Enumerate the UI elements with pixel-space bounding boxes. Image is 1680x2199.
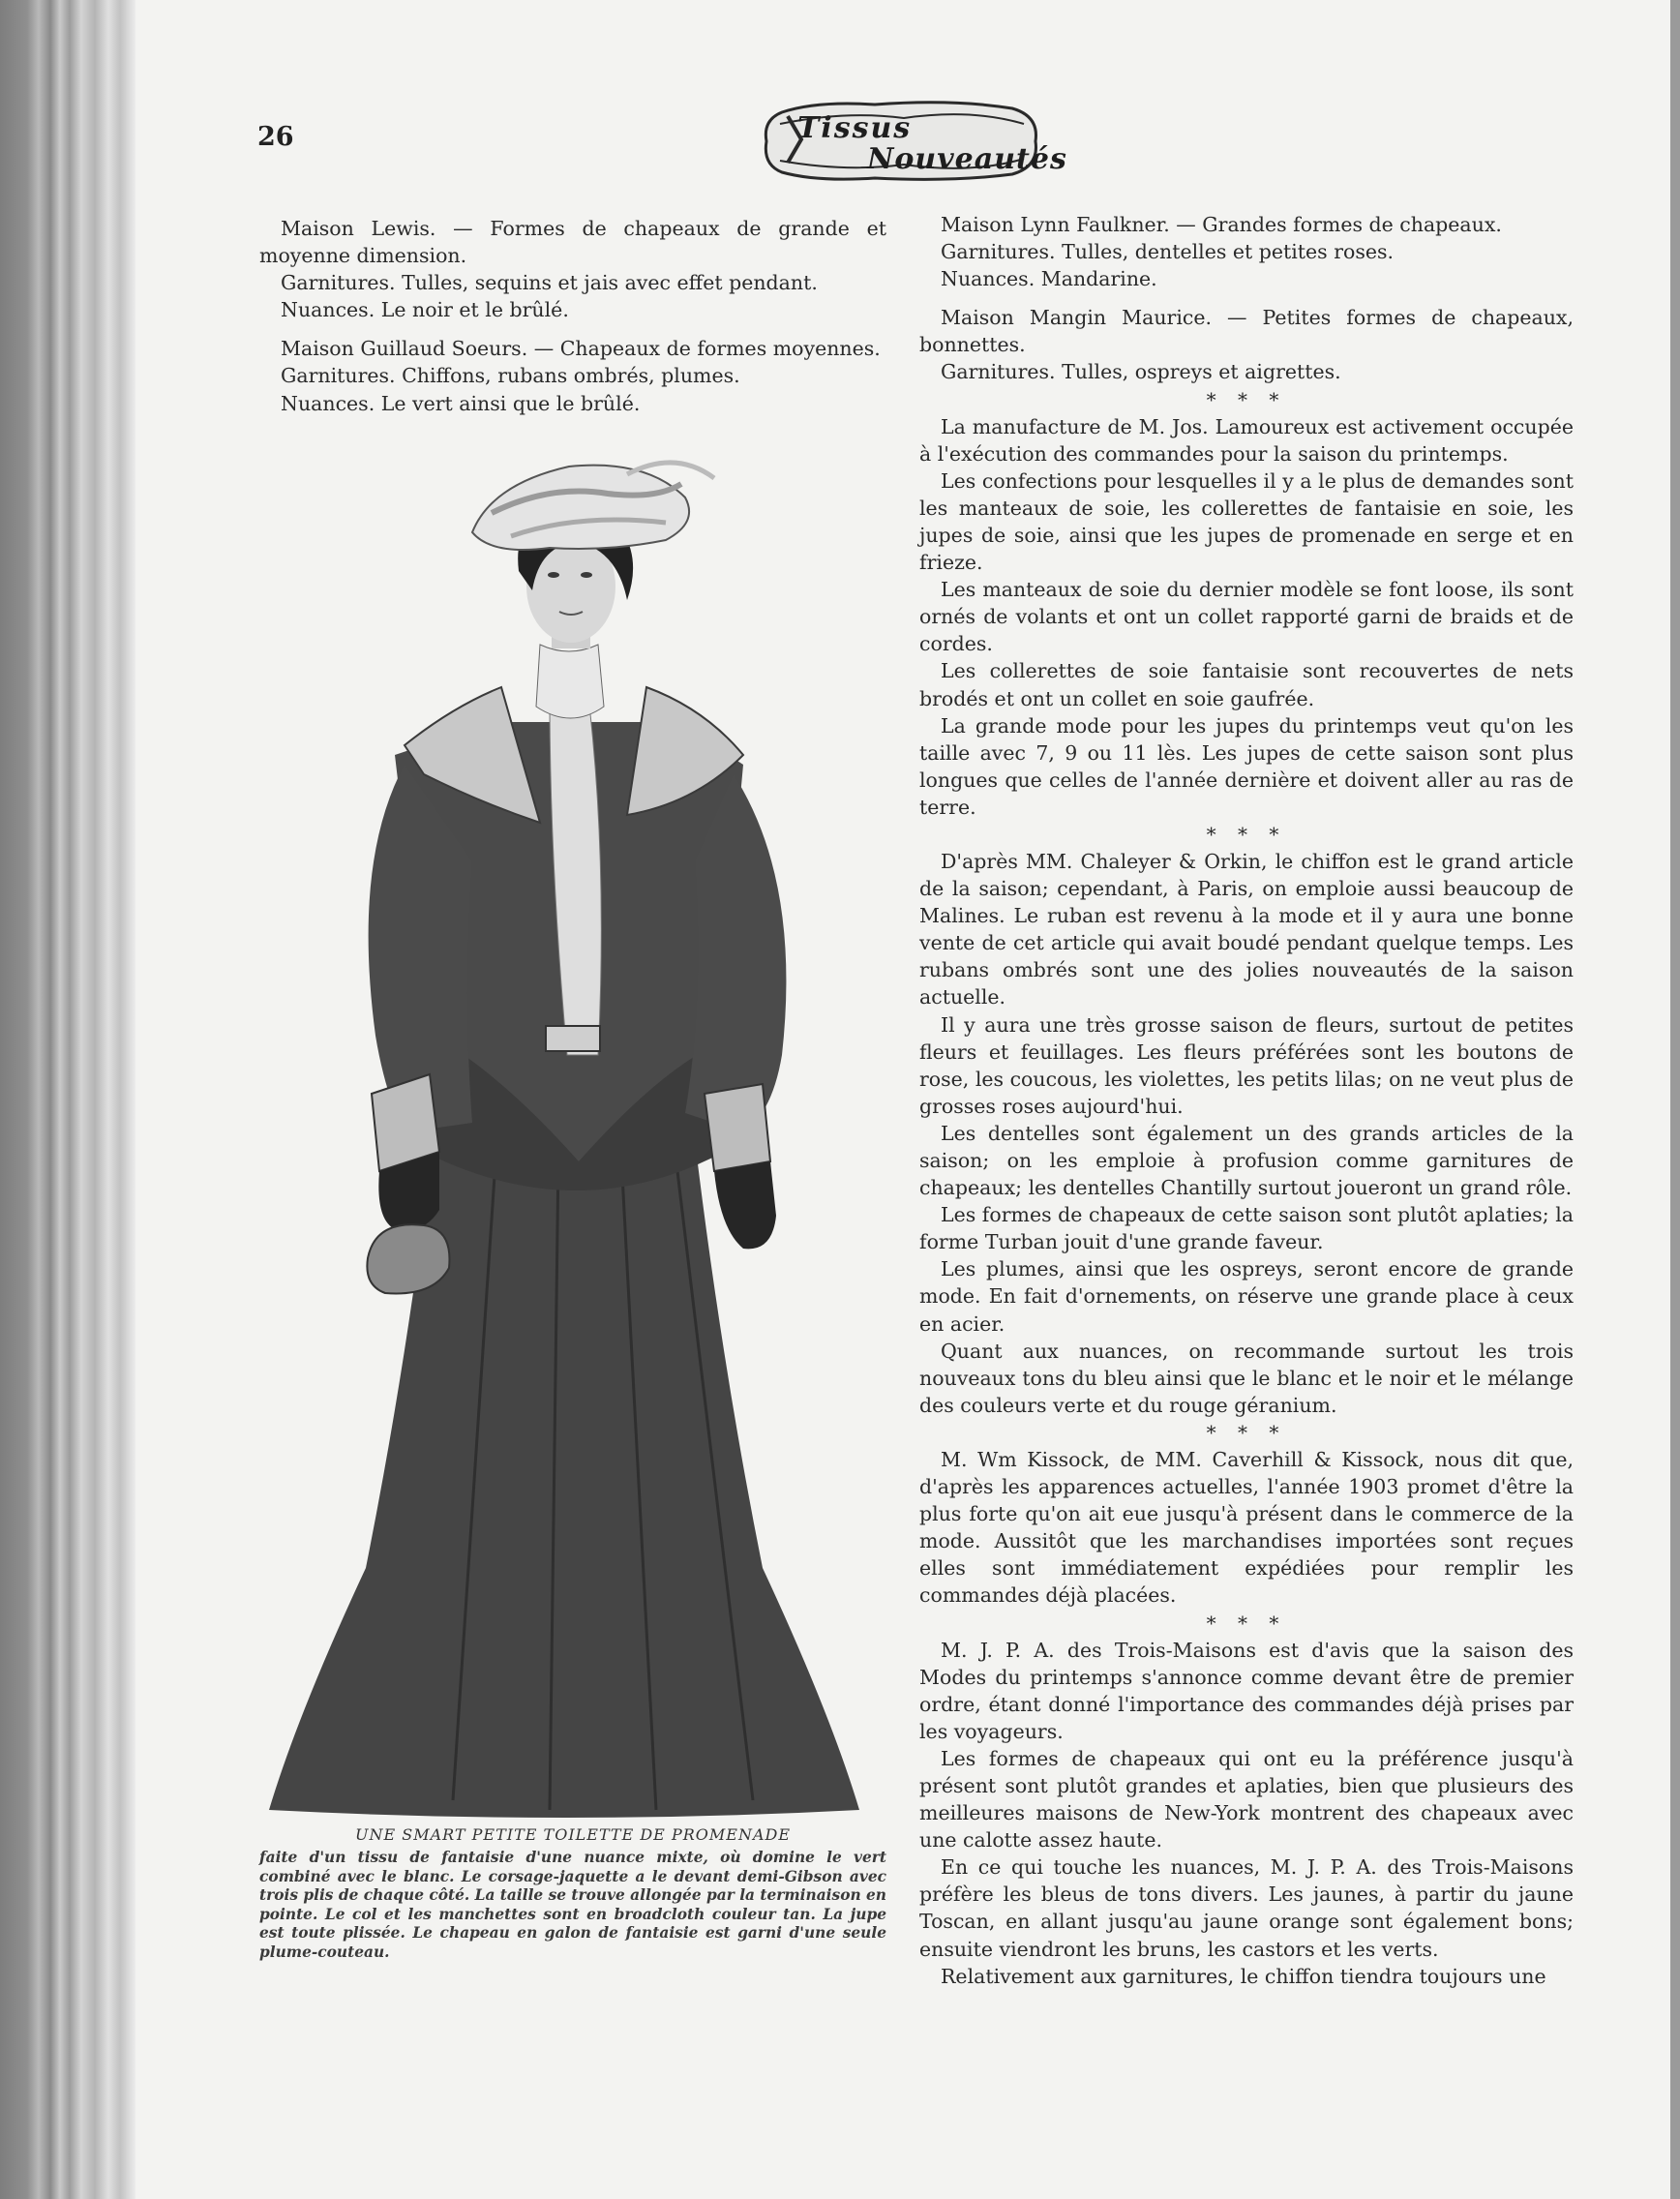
paragraph-garnitures: Garnitures. Tulles, ospreys et aigrettes. [941, 360, 1341, 384]
section-separator: * * * [1206, 1420, 1287, 1444]
masthead-logo [759, 95, 1067, 186]
section-separator: * * * [1206, 387, 1287, 411]
paragraph-nuances: Nuances. Le noir et le brûlé. [281, 298, 569, 322]
section-separator: * * * [1206, 822, 1287, 846]
paragraph-nuances: Nuances. Mandarine. [941, 267, 1157, 291]
paragraph-manteaux: Les manteaux de soie du dernier modèle se font loose, ils sont ornés de volants et ont un collet rapporté garni de braids et de cordes. [919, 578, 1574, 656]
svg-text:Nouveautés: Nouveautés [867, 142, 1067, 176]
paragraph-maison-lewis: Maison Lewis. — Formes de chapeaux de grande et moyenne dimension. [259, 217, 886, 268]
svg-text:Tissus: Tissus [797, 111, 913, 145]
paragraph-garnitures: Garnitures. Chiffons, rubans ombrés, plumes. [281, 364, 740, 388]
paragraph-formes-chapeaux: Les formes de chapeaux qui ont eu la préférence jusqu'à présent sont plutôt grandes et aplaties, bien que plusieurs des meilleures maisons de New-York montrent des chapeaux avec une calotte assez haute. [919, 1746, 1574, 1853]
paragraph-chaleyer-orkin: D'après MM. Chaleyer & Orkin, le chiffon est le grand article de la saison; cependant, à Paris, on emploie aussi beaucoup de Malines. Le ruban est revenu à la mode et il y aura une bonne vente de cet article qui avait boudé pendant quelque temps. Les rubans ombrés sont une des jolies nouveautés de la saison actuelle. [919, 849, 1574, 1009]
paragraph-dentelles: Les dentelles sont également un des grands articles de la saison; on les emploie à profusion comme garnitures de chapeaux; les dentelles Chantilly surtout joueront un grand rôle. [919, 1121, 1574, 1200]
paragraph-jupes: La grande mode pour les jupes du printemps veut qu'on les taille avec 7, 9 ou 11 lès. Les jupes de cette saison sont plus longues que celles de l'année dernière et doivent aller au ras de terre. [919, 713, 1574, 819]
section-separator: * * * [1206, 1611, 1287, 1635]
paragraph-kissock: M. Wm Kissock, de MM. Caverhill & Kissock, nous dit que, d'après les apparences actuelles, l'année 1903 promet d'être la plus forte qu'on ait eue jusqu'à présent dans le commerce de la mode. Aussitôt que les marchandises importées sont reçues elles sont immédiatement expédiées pour remplir les commandes déjà placées. [919, 1447, 1574, 1608]
page-number: 26 [257, 122, 294, 152]
left-column [259, 215, 886, 417]
paragraph-formes: Les formes de chapeaux de cette saison sont plutôt aplaties; la forme Turban jouit d'une grande faveur. [919, 1203, 1574, 1254]
paragraph-maison-faulkner: Maison Lynn Faulkner. — Grandes formes de chapeaux. [941, 213, 1502, 236]
paragraph-maison-mangin: Maison Mangin Maurice. — Petites formes de chapeaux, bonnettes. [919, 306, 1574, 357]
paragraph-garnitures: Garnitures. Tulles, dentelles et petites roses. [941, 240, 1395, 264]
paragraph-nuances-recommandees: Quant aux nuances, on recommande surtout les trois nouveaux tons du bleu ainsi que le blanc et le noir et le mélange des couleurs verte et du rouge géranium. [919, 1339, 1574, 1417]
fashion-photograph [259, 455, 879, 1825]
photo-caption-title: UNE SMART PETITE TOILETTE DE PROMENADE [354, 1825, 791, 1844]
paragraph-nuances: Nuances. Le vert ainsi que le brûlé. [281, 391, 641, 415]
paragraph-lamoureux: La manufacture de M. Jos. Lamoureux est activement occupée à l'exécution des commandes pour la saison du printemps. [919, 414, 1574, 466]
photo-caption-text: faite d'un tissu de fantaisie d'une nuance mixte, où domine le vert combiné avec le blanc. Le corsage-jaquette a le devant demi-Gibson avec trois plis de chaque côté. La taille se trouve allongée par la terminaison en pointe. Le col et les manchettes sont en broadcloth couleur tan. La jupe est toute plissée. Le chapeau en galon de fantaisie est garni d'une seule plume-couteau. [259, 1849, 886, 1961]
paragraph-fleurs: Il y aura une très grosse saison de fleurs, surtout de petites fleurs et feuillages. Les fleurs préférées sont les boutons de rose, les coucous, les violettes, les petits lilas; on ne veut plus de grosses roses aujourd'hui. [919, 1012, 1574, 1118]
paragraph-plumes: Les plumes, ainsi que les ospreys, seront encore de grande mode. En fait d'ornements, on réserve une grande place à ceux en acier. [919, 1257, 1574, 1336]
paragraph-maison-guillaud: Maison Guillaud Soeurs. — Chapeaux de formes moyennes. [281, 337, 881, 361]
paragraph-confections: Les confections pour lesquelles il y a le plus de demandes sont les manteaux de soie, les collerettes de fantaisie en soie, les jupes de soie, ainsi que les jupes de promenade en serge et en frieze. [919, 468, 1574, 575]
paragraph-collerettes: Les collerettes de soie fantaisie sont recouvertes de nets brodés et ont un collet en soie gaufrée. [919, 659, 1574, 710]
right-column [919, 211, 1574, 1990]
paragraph-garnitures: Garnitures. Tulles, sequins et jais avec effet pendant. [281, 271, 818, 295]
book-binding-edge [0, 0, 135, 2199]
paragraph-trois-maisons: M. J. P. A. des Trois-Maisons est d'avis que la saison des Modes du printemps s'annonce comme devant être de premier ordre, étant donné l'importance des commandes déjà prises par les voyageurs. [919, 1638, 1574, 1743]
scan-border [1670, 0, 1680, 2199]
paragraph-garnitures-chiffon: Relativement aux garnitures, le chiffon tiendra toujours une [941, 1964, 1546, 1988]
paragraph-nuances-bleus: En ce qui touche les nuances, M. J. P. A. des Trois-Maisons préfère les bleus de tons divers. Les jaunes, à partir du jaune Toscan, en allant jusqu'au jaune orange sont également bons; ensuite viendront les bruns, les castors et les verts. [919, 1855, 1574, 1961]
